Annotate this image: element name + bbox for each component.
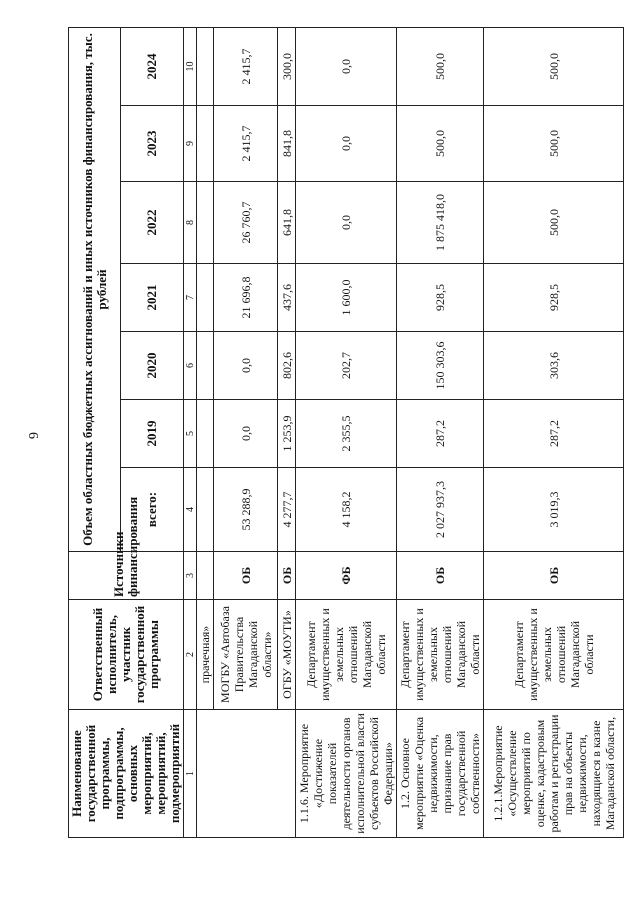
row-value: 641,8: [278, 182, 296, 264]
row-value: 2 415,7: [214, 28, 278, 106]
row-value: 53 288,9: [214, 468, 278, 552]
col-number: 4: [184, 468, 197, 552]
row-executor: МОГБУ «Автобаза Правительства Магаданской области»: [214, 600, 278, 710]
page-number: 6: [25, 432, 40, 439]
col-number: 1: [184, 710, 197, 838]
table-row: [397, 28, 484, 838]
header-source: Источники финансирования: [69, 552, 184, 600]
row-value: 2 415,7: [214, 106, 278, 182]
row-value: 26 760,7: [214, 182, 278, 264]
col-number: 3: [184, 552, 197, 600]
row-source: ОБ: [278, 552, 296, 600]
row-value: [197, 400, 214, 468]
row-value: 0,0: [296, 106, 397, 182]
row-value: 1 253,9: [278, 400, 296, 468]
col-number: 8: [184, 182, 197, 264]
row-value: 0,0: [214, 332, 278, 400]
row-value: 500,0: [484, 28, 624, 106]
col-number: 2: [184, 600, 197, 710]
row-source: ФБ: [296, 552, 397, 600]
col-number: 9: [184, 106, 197, 182]
row-value: 500,0: [397, 106, 484, 182]
table-row: [296, 28, 397, 838]
col-number: 5: [184, 400, 197, 468]
row-name: 1.1.6. Мероприятие «Достижение показателей деятельности органов исполнительной власти субъектов Российской Федерации»: [296, 710, 397, 838]
header-year-2020: 2020: [121, 332, 184, 400]
header-year-2019: 2019: [121, 400, 184, 468]
row-value: 2 355,5: [296, 400, 397, 468]
row-executor: Департамент имущественных и земельных отношений Магаданской области: [296, 600, 397, 710]
rotated-table-wrapper: [68, 28, 624, 838]
row-value: 4 158,2: [296, 468, 397, 552]
table-row: [197, 28, 214, 838]
row-value: 0,0: [296, 28, 397, 106]
row-value: 500,0: [397, 28, 484, 106]
col-number: 6: [184, 332, 197, 400]
row-value: 500,0: [484, 182, 624, 264]
col-number: 10: [184, 28, 197, 106]
budget-table: [68, 27, 624, 838]
header-year-2022: 2022: [121, 182, 184, 264]
row-value: 3 019,3: [484, 468, 624, 552]
row-source: ОБ: [397, 552, 484, 600]
row-executor: Департамент имущественных и земельных отношений Магаданской области: [397, 600, 484, 710]
row-value: 0,0: [296, 182, 397, 264]
row-source: ОБ: [484, 552, 624, 600]
row-value: 300,0: [278, 28, 296, 106]
row-value: 202,7: [296, 332, 397, 400]
header-executor: Ответственный исполнитель, участник государственной программы: [69, 600, 184, 710]
header-total: всего:: [121, 468, 184, 552]
row-name: 1.2.1.Мероприятие «Осуществление мероприятий по оценке, кадастровым работам и регистрации прав на объекты недвижимости, находящиеся в казне Магаданской области,: [484, 710, 624, 838]
header-year-2023: 2023: [121, 106, 184, 182]
row-source: ОБ: [214, 552, 278, 600]
row-value: 928,5: [397, 264, 484, 332]
column-numbers-row: [184, 28, 197, 838]
col-number: 7: [184, 264, 197, 332]
row-value: [197, 264, 214, 332]
header-name: Наименование государственной программы, подпрограммы, основных мероприятий, мероприятий, подмероприятий: [69, 710, 184, 838]
row-value: 287,2: [484, 400, 624, 468]
row-value: 928,5: [484, 264, 624, 332]
row-value: 500,0: [484, 106, 624, 182]
row-value: 21 696,8: [214, 264, 278, 332]
row-name: [197, 710, 296, 838]
row-value: 287,2: [397, 400, 484, 468]
row-name: 1.2. Основное мероприятие «Оценка недвижимости, признание прав государственной собственности»: [397, 710, 484, 838]
row-value: [197, 468, 214, 552]
header-year-2021: 2021: [121, 264, 184, 332]
row-executor: прачечная»: [197, 600, 214, 710]
row-value: [197, 182, 214, 264]
row-executor: ОГБУ «МОУТИ»: [278, 600, 296, 710]
row-value: 437,6: [278, 264, 296, 332]
row-value: [197, 106, 214, 182]
table-row: [484, 28, 624, 838]
row-value: 150 303,6: [397, 332, 484, 400]
row-value: [197, 332, 214, 400]
header-year-2024: 2024: [121, 28, 184, 106]
row-value: 841,8: [278, 106, 296, 182]
row-value: 1 875 418,0: [397, 182, 484, 264]
row-value: [197, 28, 214, 106]
row-executor: Департамент имущественных и земельных отношений Магаданской области: [484, 600, 624, 710]
row-value: 2 027 937,3: [397, 468, 484, 552]
row-value: 1 600,0: [296, 264, 397, 332]
row-value: 0,0: [214, 400, 278, 468]
row-source: [197, 552, 214, 600]
row-value: 4 277,7: [278, 468, 296, 552]
row-value: 802,6: [278, 332, 296, 400]
row-value: 303,6: [484, 332, 624, 400]
header-volume: Объем областных бюджетных ассигнований и иных источников финансирования, тыс. рублей: [69, 28, 121, 552]
